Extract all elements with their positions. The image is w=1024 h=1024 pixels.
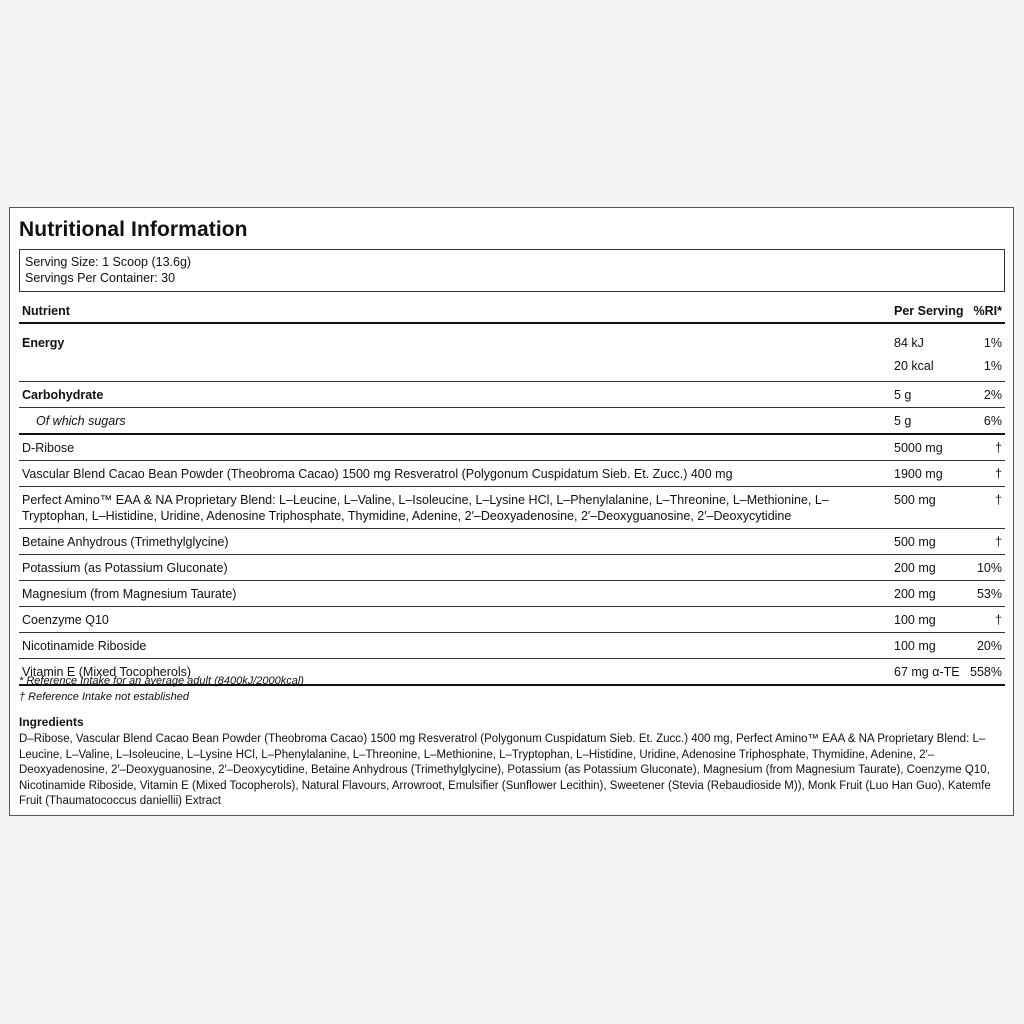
footnote-dagger: † Reference Intake not established [19, 691, 190, 703]
row-ri: 10% [967, 555, 1005, 581]
row-nutrient: Nicotinamide Riboside [19, 633, 891, 659]
table-row [19, 581, 1005, 607]
table-row [19, 607, 1005, 633]
energy-ri [967, 323, 1005, 382]
energy-row [19, 323, 1005, 382]
sugars-ri: 6% [967, 408, 1005, 435]
row-ri: 20% [967, 633, 1005, 659]
row-ri: † [967, 434, 1005, 461]
ingredients-title: Ingredients [19, 715, 84, 729]
sugars-label [19, 408, 891, 435]
table-row [19, 633, 1005, 659]
energy-label: Energy [19, 323, 891, 382]
sugars-label-text: Of which sugars [36, 414, 126, 428]
header-per-serving: Per Serving [891, 300, 967, 323]
row-value: 100 mg [891, 607, 967, 633]
table-row [19, 434, 1005, 461]
row-value: 200 mg [891, 555, 967, 581]
row-value: 5000 mg [891, 434, 967, 461]
energy-values [891, 323, 967, 382]
row-ri: † [967, 529, 1005, 555]
row-ri: † [967, 607, 1005, 633]
row-nutrient: Magnesium (from Magnesium Taurate) [19, 581, 891, 607]
row-value: 100 mg [891, 633, 967, 659]
row-nutrient: D-Ribose [19, 434, 891, 461]
row-ri: † [967, 461, 1005, 487]
panel-title: Nutritional Information [19, 218, 248, 241]
table-row [19, 555, 1005, 581]
row-value: 200 mg [891, 581, 967, 607]
header-ri: %RI* [967, 300, 1005, 323]
row-value: 500 mg [891, 529, 967, 555]
sugars-row [19, 408, 1005, 435]
row-ri: 53% [967, 581, 1005, 607]
row-nutrient: Perfect Amino™ EAA & NA Proprietary Blend: L–Leucine, L–Valine, L–Isoleucine, L–Lysine HCl, L–Phenylalanine, L–Threonine, L–Methionine, L–Tryptophan, L–Histidine, Uridine, Adenosine Triphosphate, Thymidine, Adenine, 2′–Deoxyadenosine, 2′–Deoxyguanosine, 2′–Deoxycytidine [19, 487, 891, 529]
carbohydrate-row [19, 382, 1005, 408]
footnotes [19, 673, 304, 705]
serving-size: Serving Size: 1 Scoop (13.6g) [25, 255, 192, 269]
table-row [19, 461, 1005, 487]
row-nutrient: Vascular Blend Cacao Bean Powder (Theobroma Cacao) 1500 mg Resveratrol (Polygonum Cuspidatum Sieb. Et. Zucc.) 400 mg [19, 461, 891, 487]
nutrition-table [19, 300, 1005, 686]
row-value: 67 mg α-TE [891, 659, 967, 686]
row-ri: † [967, 487, 1005, 529]
serving-box [19, 249, 1005, 292]
energy-kj: 84 kJ [894, 336, 924, 350]
row-nutrient: Potassium (as Potassium Gluconate) [19, 555, 891, 581]
table-row [19, 529, 1005, 555]
carbohydrate-label: Carbohydrate [19, 382, 891, 408]
row-value: 1900 mg [891, 461, 967, 487]
ingredients-text: D–Ribose, Vascular Blend Cacao Bean Powder (Theobroma Cacao) 1500 mg Resveratrol (Polygonum Cuspidatum Sieb. Et. Zucc.) 400 mg, Perfect Amino™ EAA & NA Proprietary Blend: L–Leucine, L–Valine, L–Isoleucine, L–Lysine HCl, L–Phenylalanine, L–Threonine, L–Methionine, L–Tryptophan, L–Histidine, Uridine, Adenosine Triphosphate, Thymidine, Adenine, 2′–Deoxyadenosine, 2′–Deoxyguanosine, 2′–Deoxycytidine, Betaine Anhydrous (Trimethylglycine), Potassium (as Potassium Gluconate), Magnesium (from Magnesium Taurate), Coenzyme Q10, Nicotinamide Riboside, Vitamin E (Mixed Tocopherols), Natural Flavours, Arrowroot, Emulsifier (Sunflower Lecithin), Sweetener (Stevia (Rebaudioside M)), Monk Fruit (Luo Han Guo), Katemfe Fruit (Thaumatococcus daniellii) Extract [19, 733, 991, 807]
energy-kcal: 20 kcal [894, 359, 934, 373]
energy-kcal-ri: 1% [983, 359, 1002, 373]
nutrition-panel [9, 207, 1014, 816]
servings-per-container: Servings Per Container: 30 [25, 271, 176, 285]
table-row [19, 487, 1005, 529]
row-nutrient: Vitamin E (Mixed Tocopherols) [19, 659, 891, 686]
carbohydrate-ri: 2% [967, 382, 1005, 408]
row-nutrient: Coenzyme Q10 [19, 607, 891, 633]
row-ri: 558% [967, 659, 1005, 686]
carbohydrate-value: 5 g [891, 382, 967, 408]
row-value: 500 mg [891, 487, 967, 529]
row-nutrient: Betaine Anhydrous (Trimethylglycine) [19, 529, 891, 555]
energy-kj-ri: 1% [983, 336, 1002, 350]
header-nutrient: Nutrient [19, 300, 891, 323]
table-header [19, 300, 1005, 323]
sugars-value: 5 g [891, 408, 967, 435]
footnote-ri: * Reference Intake for an average adult (8400kJ/2000kcal) [19, 675, 304, 687]
